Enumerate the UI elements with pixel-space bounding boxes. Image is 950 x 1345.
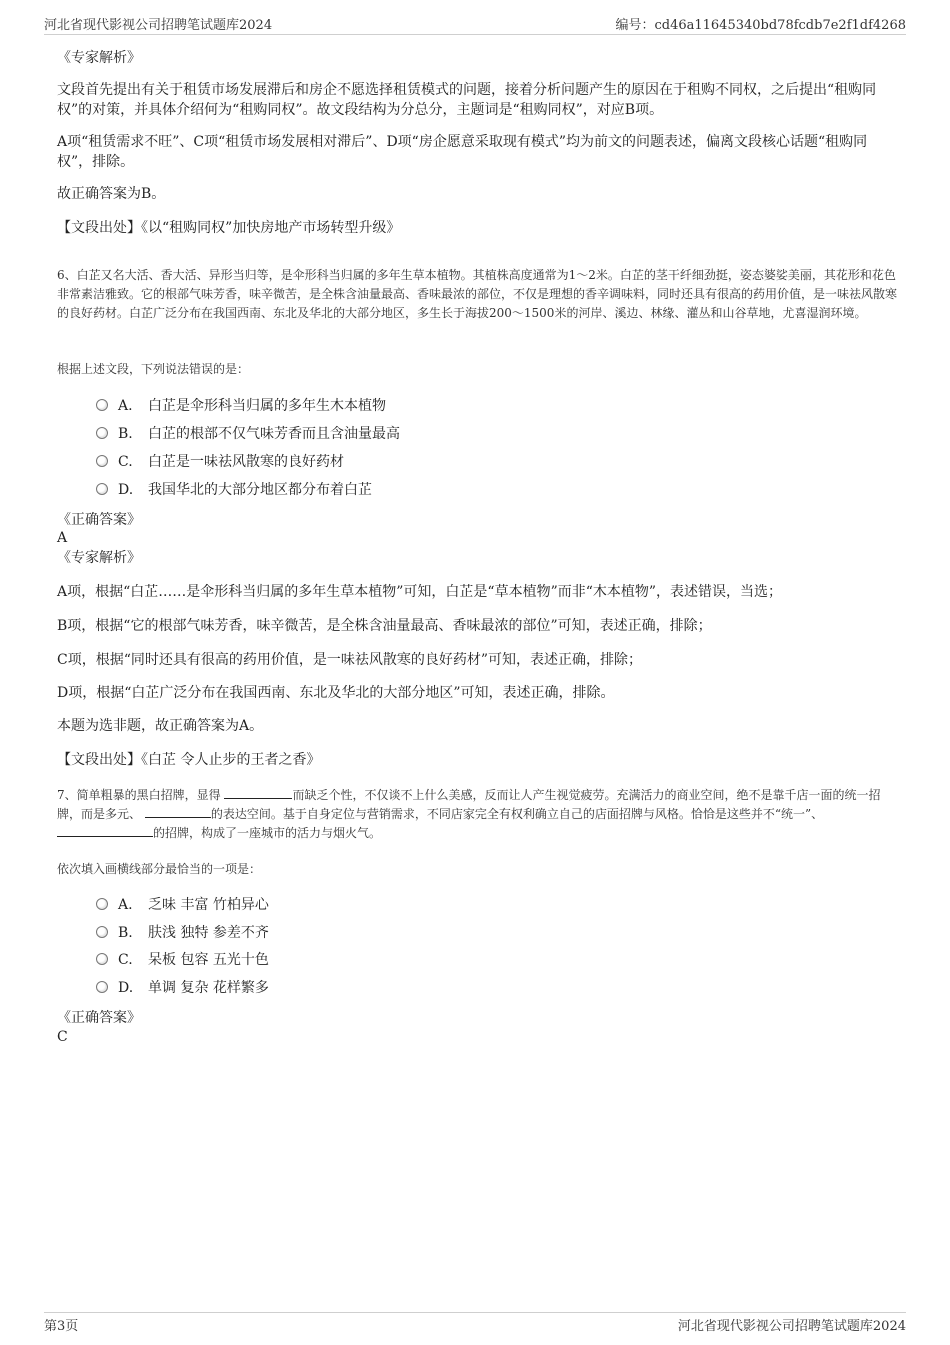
page-header [44,14,906,35]
q6-question: 根据上述文段，下列说法错误的是： [57,362,250,376]
radio-icon[interactable] [96,427,108,439]
q7-passage: 7、简单粗暴的黑白招牌，显得 而缺乏个性，不仅谈不上什么美感，反而让人产生视觉疲劳。充满活力的商业空间，绝不是靠千店一面的统一招牌，而是多元、 的表达空间。基于自身定位与营销需求，不同店家完全有权利确立自己的店面招牌与风格。恰恰是这些并不“统一”、 的招牌，构成了一座城市的活力与烟火气。 [57,788,881,840]
blank-3 [57,824,153,837]
q7-question: 依次填入画横线部分最恰当的一项是： [57,862,262,876]
q6-option-b[interactable]: B. 白芷的根部不仅气味芳香而且含油量最高 [96,424,400,444]
q6-analysis-conclusion: 本题为选非题，故正确答案为A。 [57,718,264,734]
q6-answer-title: 《正确答案》 [57,512,141,528]
q7-option-d[interactable]: D. 单调 复杂 花样繁多 [96,978,269,998]
radio-icon[interactable] [96,455,108,467]
q7-option-c[interactable]: C. 呆板 包容 五光十色 [96,950,269,970]
radio-icon[interactable] [96,926,108,938]
q5-analysis-title: 《专家解析》 [57,50,141,66]
q6-analysis-a: A项，根据“白芷……是伞形科当归属的多年生草本植物”可知，白芷是“草本植物”而非“木本植物”，表述错误，当选； [57,584,783,600]
q6-analysis-c: C项，根据“同时还具有很高的药用价值，是一味祛风散寒的良好药材”可知，表述正确，排除； [57,652,643,668]
q6-analysis-title: 《专家解析》 [57,550,141,566]
blank-2 [145,805,211,818]
header-title: 河北省现代影视公司招聘笔试题库2024 [44,18,273,33]
q7-option-a[interactable]: A. 乏味 丰富 竹柏异心 [96,895,269,915]
page-number: 第3页 [44,1319,79,1334]
footer-title: 河北省现代影视公司招聘笔试题库2024 [677,1319,906,1334]
q7-answer: C [57,1029,68,1045]
blank-1 [224,786,292,799]
q6-analysis-d: D项，根据“白芷广泛分布在我国西南、东北及华北的大部分地区”可知，表述正确，排除。 [57,685,615,701]
q7-answer-title: 《正确答案》 [57,1010,141,1026]
q6-option-d[interactable]: D. 我国华北的大部分地区都分布着白芷 [96,480,372,500]
radio-icon[interactable] [96,981,108,993]
radio-icon[interactable] [96,483,108,495]
q5-analysis-p3: 故正确答案为B。 [57,186,166,202]
q5-analysis-p1: 文段首先提出有关于租赁市场发展滞后和房企不愿选择租赁模式的问题，接着分析问题产生的原因在于租购不同权，之后提出“租购同权”的对策，并具体介绍何为“租购同权”。故文段结构为分总分，主题词是“租购同权”，对应B项。 [57,82,877,118]
radio-icon[interactable] [96,953,108,965]
q6-answer: A [57,530,68,546]
radio-icon[interactable] [96,898,108,910]
q6-analysis-b: B项，根据“它的根部气味芳香，味辛微苦，是全株含油量最高、香味最浓的部位”可知，表述正确，排除； [57,618,712,634]
header-serial: 编号：cd46a11645340bd78fcdb7e2f1df4268 [615,18,906,33]
q5-analysis-p2: A项“租赁需求不旺”、C项“租赁市场发展相对滞后”、D项“房企愿意采取现有模式”均为前文的问题表述，偏离文段核心话题“租购同权”，排除。 [57,134,868,170]
q7-option-b[interactable]: B. 肤浅 独特 参差不齐 [96,923,269,943]
q6-source: 【文段出处】《白芷 令人止步的王者之香》 [57,752,321,768]
q6-option-a[interactable]: A. 白芷是伞形科当归属的多年生木本植物 [96,396,386,416]
q6-option-c[interactable]: C. 白芷是一味祛风散寒的良好药材 [96,452,344,472]
q5-source: 【文段出处】《以“租购同权”加快房地产市场转型升级》 [57,220,401,236]
q6-passage: 6、白芷又名大活、香大活、异形当归等，是伞形科当归属的多年生草本植物。其植株高度通常为1～2米。白芷的茎干纤细劲挺，姿态婆娑美丽，其花形和花色非常素洁雅致。它的根部气味芳香，味辛微苦，是全株含油量最高、香味最浓的部位，不仅是理想的香辛调味料，同时还具有很高的药用价值，是一味祛风散寒的良好药材。白芷广泛分布在我国西南、东北及华北的大部分地区，多生长于海拔200～1500米的河岸、溪边、林缘、灌丛和山谷草地，尤喜湿润环境。 [57,268,898,320]
radio-icon[interactable] [96,399,108,411]
page-footer [44,1312,906,1333]
